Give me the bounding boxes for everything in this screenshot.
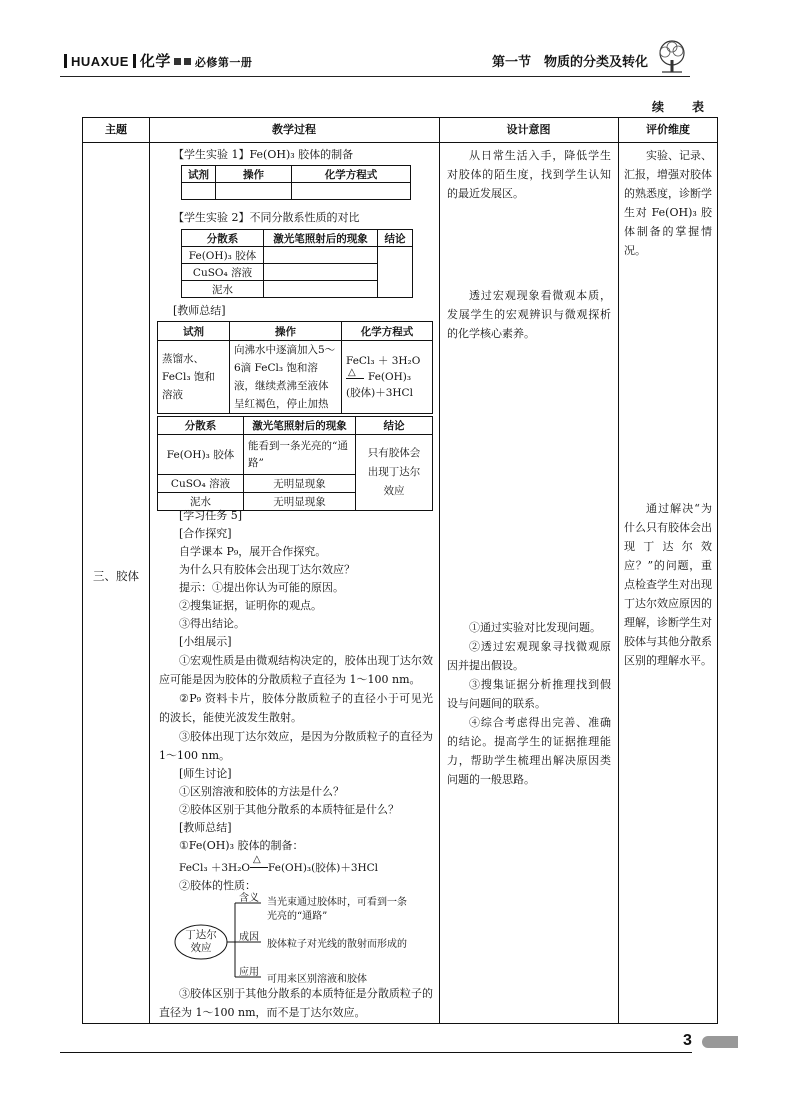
summary2-conclusion: 只有胶体会出现丁达尔效应 [356,435,433,511]
group-show-label: [小组展示] [179,635,232,648]
exp1-header: 操作 [216,166,292,183]
summary2-table [157,416,433,511]
summary1-header: 化学方程式 [342,322,433,341]
exp1-header: 化学方程式 [292,166,411,183]
eq-arrow [250,854,268,873]
branch-text-meaning [267,896,407,924]
col-header-intent: 设计意图 [506,123,551,136]
summary1-header: 操作 [230,322,342,341]
eq-heat: △ [253,854,261,865]
exp1-table [181,165,411,200]
col-header-theme: 主题 [105,123,127,136]
exp2-header: 激光笔照射后的现象 [264,230,378,247]
tyndall-center-line2: 效应 [190,942,212,954]
page-tab [702,1036,738,1048]
discussion-label: [师生讨论] [179,767,232,780]
summary2-system: 泥水 [158,493,244,511]
summary2-header: 结论 [356,417,433,435]
exp2-title: 【学生实验 2】不同分散系性质的对比 [173,211,360,224]
branch-text-meaning-2: 光亮的“通路” [267,911,328,922]
page-header [60,48,690,74]
header-book: 必修第一册 [194,56,253,69]
colloid-props-label: ②胶体的性质： [179,879,256,892]
summary1-eq-line2-wrap [346,369,428,385]
header-square [184,58,191,65]
tyndall-center [177,929,225,955]
summary2-phenomenon: 能看到一条光亮的“通路” [244,435,356,475]
discussion-q1: ①区别溶液和胶体的方法是什么？ [179,785,344,798]
self-study-line: 自学课本 P₉，展开合作探究。 [179,545,327,558]
header-bar [64,54,67,68]
task-label: [学习任务 5] [179,509,243,522]
teacher-summary2-label: [教师总结] [179,821,232,834]
summary2-phenomenon: 无明显现象 [244,475,356,493]
summary2-phenomenon: 无明显现象 [244,493,356,511]
tree-icon [654,40,690,74]
exp2-header: 分散系 [182,230,264,247]
hint-step3: ③得出结论。 [179,617,245,630]
page-number: 3 [683,1032,692,1049]
exp2-row-label: CuSO₄ 溶液 [182,264,264,281]
branch-label-cause: 成因 [239,932,259,943]
prep-label: ①Fe(OH)₃ 胶体的制备： [179,839,304,852]
summary1-eq-line1: FeCl₃ ＋ 3H₂O [346,355,421,367]
prep-equation [179,854,379,877]
intent-p2: 透过宏观现象看微观本质，发展学生的宏观辨识与微观探析的化学核心素养。 [447,289,611,340]
summary1-header: 试剂 [158,322,230,341]
question-line: 为什么只有胶体会出现丁达尔效应？ [179,563,355,576]
theme-cell: 三、胶体 [93,569,139,583]
header-rule [60,76,690,77]
eq-left: FeCl₃ ＋3H₂O [179,862,251,874]
exp2-row-label: 泥水 [182,281,264,298]
summary1-reagent: 蒸馏水、FeCl₃ 饱和溶液 [158,341,230,414]
summary1-eq-line3: (胶体)＋3HCl [346,387,413,399]
summary1-table [157,321,433,414]
col-divider [618,118,619,1023]
col-divider [149,118,150,1023]
exp2-header: 结论 [378,230,413,247]
teacher-summary-label: [教师总结] [173,304,226,317]
header-subject: 化学 [139,52,171,70]
summary2-header: 分散系 [158,417,244,435]
exp1-title: 【学生实验 1】Fe(OH)₃ 胶体的制备 [173,148,354,161]
eq-line [250,867,268,868]
branch-text-meaning-1: 当光束通过胶体时，可看到一条 [267,897,407,908]
tyndall-center-line1: 丁达尔 [185,929,217,941]
header-row-divider [83,142,717,143]
summary1-operation: 向沸水中逐滴加入5～6滴 FeCl₃ 饱和溶液，继续煮沸至液体呈红褐色，停止加热 [230,341,342,414]
show-para1: ①宏观性质是由微观结构决定的，胶体出现丁达尔效应可能是因为胶体的分散质粒子直径为 1～100 nm。 [159,654,433,686]
intent-p4: ②透过宏观现象寻找微观原因并提出假设。 [447,640,611,672]
col-header-evaluation: 评价维度 [646,123,690,136]
header-brand-block [60,50,252,71]
branch-label-use: 应用 [239,967,259,978]
hint-step2: ②搜集证据，证明你的观点。 [179,599,322,612]
summary1-eq-line2: Fe(OH)₃ [368,371,412,383]
show-para3: ③胶体出现丁达尔效应，是因为分散质粒子的直径为 1～100 nm。 [159,730,433,762]
lesson-table [82,117,718,1024]
intent-p5: ③搜集证据分析推理找到假设与问题间的联系。 [447,678,611,710]
header-square [174,58,181,65]
continued-label: 续 表 [652,100,713,114]
header-bar [133,54,136,68]
exp2-table [181,229,413,298]
summary2-header: 激光笔照射后的现象 [244,417,356,435]
hint-line: 提示：①提出你认为可能的原因。 [179,581,344,594]
intent-p6: ④综合考虑得出完善、准确的结论。提高学生的证据推理能力，帮助学生梳理出解决原因类问题的一般思路。 [447,716,611,786]
show-para2: ②P₉ 资料卡片，胶体分散质粒子的直径小于可见光的波长，能使光波发生散射。 [159,692,433,724]
summary2-system: CuSO₄ 溶液 [158,475,244,493]
eq-right: Fe(OH)₃(胶体)＋3HCl [268,862,379,874]
branch-text-use: 可用来区别溶液和胶体 [267,974,367,985]
col-header-process: 教学过程 [272,123,316,136]
branch-text-cause: 胶体粒子对光线的散射而形成的 [267,939,407,950]
heat-condition: △ [348,367,356,378]
coop-label: [合作探究] [179,527,232,540]
eval-e1: 实验、记录、汇报，增强对胶体的熟悉度，诊断学生对 Fe(OH)₃ 胶体制备的掌握情况。 [624,149,712,257]
eval-e2: 通过解决“为什么只有胶体会出现丁达尔效应？”的问题，重点检查学生对出现丁达尔效应原因的理解，诊断学生对胶体与其他分散系区别的理解水平。 [624,502,712,667]
essence-para: ③胶体区别于其他分散系的本质特征是分散质粒子的直径为 1～100 nm，而不是丁达尔效应。 [159,987,433,1019]
intent-p3: ①通过实验对比发现问题。 [469,621,601,634]
branch-label-meaning: 含义 [239,893,259,904]
exp1-header: 试剂 [182,166,216,183]
intent-p1: 从日常生活入手，降低学生对胶体的陌生度，找到学生认知的最近发展区。 [447,149,611,200]
summary1-equation [342,341,433,414]
footer-rule [60,1052,692,1053]
exp2-row-label: Fe(OH)₃ 胶体 [182,247,264,264]
summary2-system: Fe(OH)₃ 胶体 [158,435,244,475]
header-brand: HUAXUE [71,54,129,69]
reaction-arrow [346,378,364,379]
col-divider [439,118,440,1023]
tyndall-diagram [173,891,423,991]
discussion-q2: ②胶体区别于其他分散系的本质特征是什么？ [179,803,399,816]
section-title: 第一节 物质的分类及转化 [491,55,648,70]
